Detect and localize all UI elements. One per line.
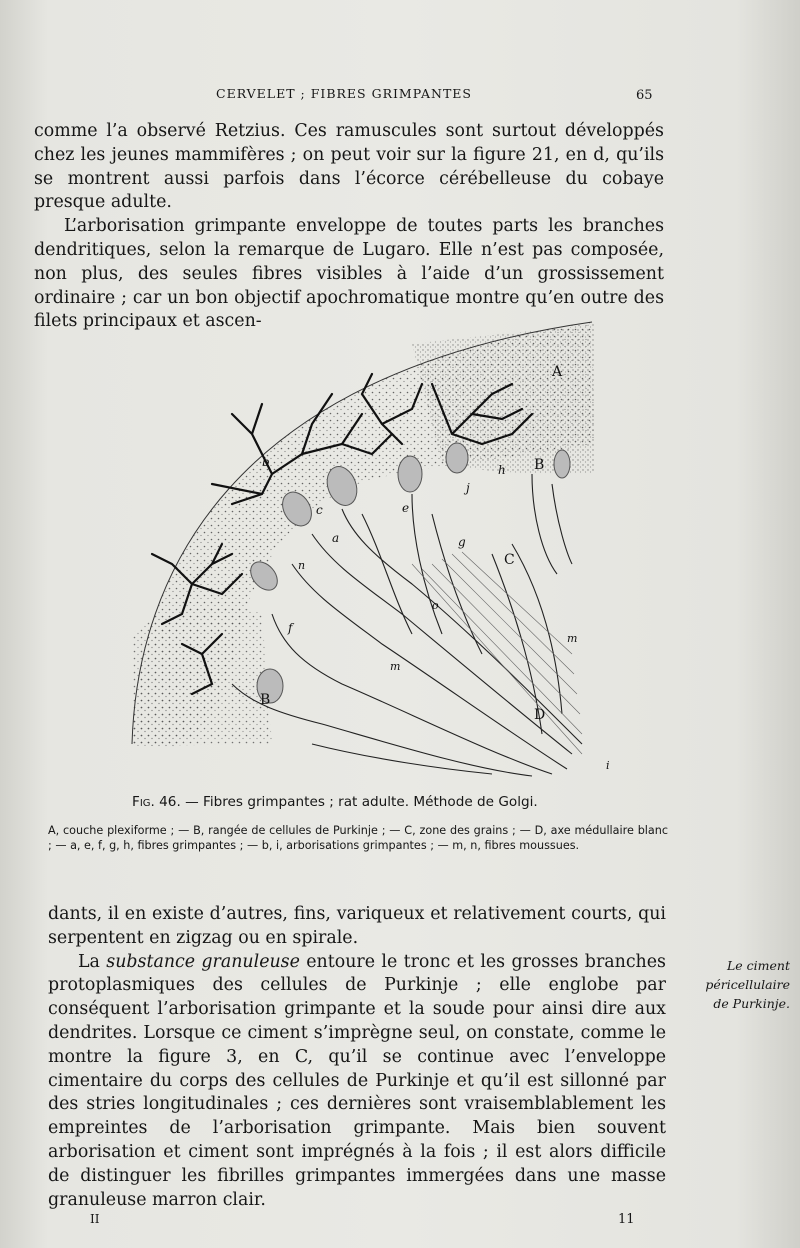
top-text (34, 120, 664, 334)
paragraph-continuation: comme l’a observé Retzius. Ces ramuscules sont surtout développés chez les jeunes mammifères ; on peut voir sur la figure 21, en d, qu’ils se montrent aussi parfois dans l’écorce cérébelleuse du cobaye presque adulte. (34, 121, 664, 213)
label-n: n (298, 559, 306, 572)
running-title: CERVELET ; FIBRES GRIMPANTES (216, 86, 472, 101)
signature-mark: II (90, 1212, 100, 1226)
figure-caption (132, 794, 538, 810)
p4-rest: entoure le tronc et les grosses branches protoplasmiques des cellules de Purkinje ; elle englobe par conséquent l’arborisation grimpante et la soude pour ainsi dire aux dendrites. Lorsque ce ciment s’imprègne seul, on constate, comme le montre la figure 3, en C, qu’il se continue avec l’enveloppe cimentaire du corps des cellules de Purkinje et qu’il est sillonné par des stries longitudinales ; ces dernières sont vraisemblablement les empreintes de l’arborisation grimpante. Mais bien souvent arborisation et ciment sont imprégnés à la fois ; il est alors difficile de distinguer les fibrilles grimpantes immergées dans une masse granuleuse marron clair. (48, 951, 666, 1210)
label-B-lower: B (260, 692, 271, 708)
label-C: C (504, 552, 515, 568)
figure-46-illustration (112, 314, 612, 780)
label-j: j (466, 481, 470, 495)
label-f: f (288, 621, 293, 635)
label-h: h (498, 463, 506, 477)
label-m2: m (567, 632, 578, 645)
label-o: o (432, 599, 439, 612)
page-header (0, 86, 800, 106)
paragraph-arborisation: L’arborisation grimpante enveloppe de toutes parts les branches dendritiques, selon la remarque de Lugaro. Elle n’est pas composée, non plus, des seules fibres visibles à l’aide d’un grossissement ordinaire ; car un bon objectif apochromatique montre qu’en outre des filets principaux et ascen- (34, 216, 664, 332)
label-c: c (316, 503, 323, 517)
paragraph-continuation-2: dants, il en existe d’autres, fins, variqueux et relativement courts, qui serpentent en zigzag ou en spirale. (48, 904, 666, 948)
medullary-striations (412, 552, 582, 754)
label-D: D (534, 707, 546, 723)
label-e: e (402, 501, 410, 515)
p4-italic-term: substance granuleuse (106, 951, 300, 972)
p4-lead: La (78, 951, 107, 972)
label-B-upper: B (534, 457, 545, 473)
paragraph-substance-granuleuse (48, 951, 666, 1213)
label-a: a (332, 531, 340, 545)
page-number: 65 (636, 88, 653, 103)
sheet-number: 11 (618, 1212, 635, 1227)
label-i: i (606, 759, 610, 772)
label-g: g (458, 535, 466, 549)
caption-text: — Fibres grimpantes ; rat adulte. Méthode de Golgi. (185, 794, 538, 810)
figure-legend: A, couche plexiforme ; — B, rangée de cellules de Purkinje ; — C, zone des grains ; — D, axe médullaire blanc ; — a, e, f, g, h, fibres grimpantes ; — b, i, arborisations grimpantes ; — m, n, fibres moussues. (48, 824, 668, 852)
label-m1: m (390, 660, 401, 673)
bottom-text (48, 903, 666, 1212)
caption-label: Fig. 46. (132, 794, 181, 810)
margin-note: Le ciment péricellulaire de Purkinje. (705, 958, 790, 1011)
label-b: b (262, 455, 270, 469)
label-A: A (552, 364, 563, 380)
